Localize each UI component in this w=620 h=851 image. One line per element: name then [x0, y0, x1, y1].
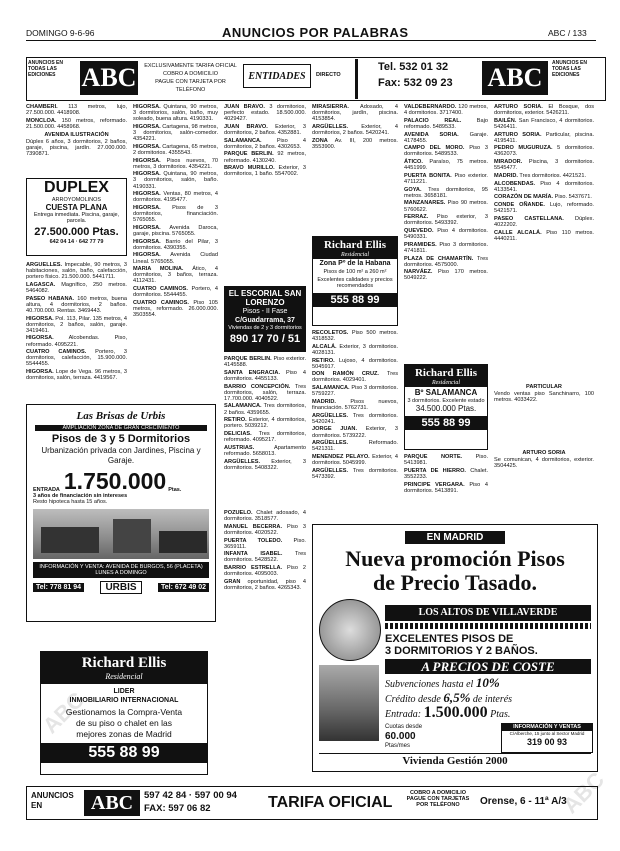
ellis-sub: Residencial	[405, 379, 487, 387]
list-item: BAILÉN. San Francisco, 4 dormitorios. 5426411.	[494, 117, 594, 130]
soria-block	[494, 448, 594, 504]
villaverde-photo	[319, 665, 379, 741]
list-item: HIGORSA. Pisos nuevos, 70 metros, 3 dormitorios. 4354221.	[133, 157, 218, 170]
villaverde-coste: A PRECIOS DE COSTE	[385, 659, 591, 674]
list-item: HIGORSA. Cartagena, 65 metros, 2 dormitorios. 4355543.	[133, 143, 218, 156]
list-item: RETIRO. Lujoso, 4 dormitorios. 5045917.	[312, 357, 398, 370]
escorial-ad	[224, 286, 306, 352]
list-item: MIRASIERRA. Adosado, 4 dormitorios, jardín, piscina. 4153854.	[312, 104, 398, 123]
list-item: JORGE JUAN. Exterior, 3 dormitorios. 5739222.	[312, 426, 398, 439]
villaverde-entrada	[385, 705, 591, 723]
list-item: BRAVO MURILLO. Exterior, 3 dormitorios, 1 baño. 5547002.	[224, 165, 306, 178]
villaverde-info-box	[501, 723, 593, 753]
list-item: PUERTA BONITA. Piso exterior. 4711221.	[404, 172, 488, 185]
footer-abc-logo: ABC	[84, 790, 140, 816]
list-item: HIGORSA. Pisos de 3 dormitorios, financiación. 5765055.	[133, 204, 218, 224]
column-1-list	[26, 262, 127, 398]
list-item: DON RAMÓN CRUZ. Tres dormitorios. 4029401.	[312, 371, 398, 384]
list-item: HIGORSA. Pol. 113, Pilar. 135 metros, 4 dormitorios, 2 baños, salón, garaje. 3419461.	[26, 315, 127, 334]
ad-small-label: DIRECTO	[316, 72, 341, 78]
list-item: ALCOBENDAS. Piso 4 dormitorios. 4133541.	[494, 180, 594, 193]
urbis-price: 1.750.000	[63, 468, 167, 495]
column-3-top	[224, 104, 306, 284]
list-item: CHAMBERI. 113 metros, lujo, 27.500.000. 4418908.	[26, 104, 127, 117]
urbis-logo: URBIS	[100, 581, 141, 594]
ellis-big-sub: Residencial	[41, 672, 207, 684]
escorial-title: EL ESCORIAL SAN LORENZO	[228, 289, 302, 307]
list-item: CUATRO CAMINOS. Portero, 3 dormitorios, calefacción, 15.900.000. 5544455.	[26, 349, 127, 368]
urbis-brand: Las Brisas de Urbis	[76, 410, 166, 422]
villaverde-credito	[385, 691, 591, 706]
villaverde-entrada-value: 1.500.000	[423, 704, 488, 721]
duplex-detail: Entrega inmediata. Piscina, garaje, parcela.	[33, 212, 120, 225]
escorial-phone: 890 17 70 / 51	[229, 333, 301, 345]
list-item: RECOLETOS. Piso 500 metros. 4318532.	[312, 330, 398, 343]
list-item: ARGÜELLES. Tres dormitorios. 5420241.	[312, 412, 398, 425]
villaverde-tag: EN MADRID	[405, 531, 505, 544]
building-shape	[41, 527, 99, 553]
urbis-entrada: ENTRADA	[33, 487, 60, 493]
column-5-top	[404, 104, 488, 362]
villaverde-info-phone: 319 00 93	[526, 737, 568, 747]
list-item: FERRAZ. Piso exterior, 3 dormitorios. 5493392.	[404, 214, 488, 227]
list-item: CUATRO CAMINOS. Piso 105 metros, reformado. 26.000.000. 3503554.	[133, 299, 218, 319]
watermark: ABC	[557, 766, 610, 819]
list-item: ARGÜELLES. Impecable, 90 metros, 3 habitaciones, salón, baño, calefacción, portero físico. 21.500.000. 5441711.	[26, 262, 127, 281]
list-item: ARGÜELLES. Reformado. 5421311.	[312, 440, 398, 453]
header-rule	[26, 40, 596, 41]
villaverde-headline	[385, 633, 591, 657]
villaverde-gestion: Vivienda Gestión 2000	[319, 753, 591, 768]
column-6-top	[494, 104, 594, 376]
villaverde-credito-value: 6,5%	[443, 690, 471, 705]
list-item: ARTURO SORIA. Particular, piscina. 4195411.	[494, 131, 594, 144]
villaverde-ad	[312, 524, 598, 772]
villaverde-cuota	[385, 723, 475, 750]
ellis-big-line2: INMOBILIARIO INTERNACIONAL	[69, 697, 179, 704]
list-item: GRAN oportunidad, piso 4 dormitorios, 2 baños. 4265343.	[224, 578, 306, 591]
villaverde-sub-label: Subvenciones hasta el	[385, 679, 474, 690]
ad-editions-left: ANUNCIOS EN TODAS LAS EDICIONES	[28, 60, 64, 78]
ellis-big-ad	[37, 651, 208, 775]
watermark: ABC	[37, 686, 90, 739]
ellis-big-phone: 555 88 99	[41, 743, 207, 763]
column-3-bottom	[224, 510, 306, 690]
column-2	[133, 104, 218, 398]
villaverde-title2: de Precio Tasado.	[372, 570, 537, 595]
cobro-line: COBRO A DOMICILIO	[162, 71, 218, 77]
list-item: SANTA ENGRACIA. Piso 4 dormitorios. 4455133.	[224, 369, 306, 382]
list-item: MONCLOA. 150 metros, reformado. 21.500.000. 4458968.	[26, 117, 127, 130]
column-4-list	[312, 330, 398, 526]
ellis-big-line1: LIDER	[113, 688, 135, 695]
list-item: CORAZÓN DE MARÍA. Piso. 5437671.	[494, 194, 592, 201]
list-item: AVENIDA SORIA. Garaje. 4178455.	[404, 131, 488, 144]
list-item: HIGORSA. Barrio del Pilar, 3 dormitorios. 4390355.	[133, 238, 218, 251]
urbis-title1: Pisos de 3 y 5 Dormitorios	[51, 433, 191, 446]
list-item: PASEO CASTELLANA. Dúplex. 4022202.	[494, 215, 594, 228]
ellis-detail: 3 dormitorios. Excelente estado	[407, 398, 485, 404]
footer-anuncios: ANUNCIOS EN	[31, 791, 74, 810]
footer-pague-line: PAGUE CON TARJETAS	[406, 796, 470, 803]
ellis-zone: Zona Pº de la Habana	[319, 260, 391, 267]
list-item: HIGORSA. Lope de Vega. 96 metros, 3 dormitorios, salón, terraza. 4419567.	[26, 369, 127, 382]
villaverde-headline1: EXCELENTES PISOS DE	[385, 633, 514, 645]
column-4-top	[312, 104, 398, 230]
list-item: HIGORSA. Quintana, 90 metros, 3 dormitorios, salón, baño, muy soleado, buena altura. 4190331.	[133, 104, 218, 123]
list-item: ÁTICO. Paraíso, 75 metros. 4451999.	[404, 159, 488, 172]
villaverde-title1: Nueva promoción Pisos	[345, 546, 565, 571]
list-item: PARQUE BERLIN. 92 metros, reformado. 4130240.	[224, 151, 306, 164]
villaverde-cuota-pts: Ptas/mes	[385, 743, 411, 749]
ellis-phone: 555 88 99	[313, 293, 397, 307]
footer-tel2-line: POR TELÉFONO	[416, 802, 460, 809]
list-item: Se comunican, 4 dormitorios, exterior. 3504425.	[494, 457, 594, 470]
list-item: Vendo ventas piso Sanchinarro, 100 metros. 4033422.	[494, 391, 594, 404]
tarifa-text	[143, 62, 238, 94]
list-item: PARQUE NORTE. Piso. 5413981.	[404, 454, 488, 467]
escorial-address: C/Guadarrama, 37	[235, 317, 295, 324]
list-item: RETIRO. Exterior, 4 dormitorios, portero. 5039212.	[224, 417, 306, 430]
list-item: ARTURO SORIA. El Bosque, dos dormitorios, exterior. 5426211.	[494, 104, 594, 117]
list-item: HIGORSA. Avenida Ciudad Lineal. 5765055.	[133, 252, 218, 265]
column-1-top	[26, 104, 127, 176]
entidades-logo: ENTIDADES	[243, 64, 311, 88]
list-item: CONDE OÑANDE. Lujo, reformado. 5421571.	[494, 202, 594, 215]
footer-cobro-line: COBRO A DOMICILIO	[409, 790, 467, 796]
villaverde-sub-value: 10%	[475, 675, 500, 690]
list-item: PARQUE BERLIN. Piso exterior. 4145588.	[224, 356, 306, 369]
list-item: ARGÜELLES. Exterior, 3 dormitorios. 5408322.	[224, 458, 306, 471]
abc-logo-right: ABC	[482, 61, 548, 95]
ellis-detail2: Excelentes calidades y precios recomendados	[317, 277, 393, 290]
duplex-sub: ARROYOMOLINOS	[51, 197, 102, 203]
list-item: PUERTA DE HIERRO. Chalet. 3552233.	[404, 467, 488, 480]
villaverde-info-title: INFORMACIÓN Y VENTAS	[502, 724, 592, 731]
list-item: PIRAMIDES. Piso 3 dormitorios. 4741811.	[404, 241, 488, 254]
page-number: ABC / 133	[548, 28, 587, 38]
urbis-cuota: 3 años de financiación sin intereses	[33, 493, 128, 500]
duplex-title: DUPLEX	[44, 179, 109, 196]
pague-line: PAGUE CON TARJETA POR TELÉFONO	[155, 79, 226, 93]
list-item: MADRID. Pisos nuevos, financiación. 5762731.	[312, 398, 398, 411]
list-item: PUERTA TOLEDO. Piso. 3659111.	[224, 537, 306, 550]
page-date: DOMINGO 9-6-96	[26, 28, 95, 38]
list-item: ALCALÁ. Exterior, 3 dormitorios. 4028131.	[312, 343, 398, 356]
urbis-footer	[27, 578, 215, 594]
top-tel: Tel. 532 01 32	[378, 61, 449, 73]
ad-editions-right: ANUNCIOS EN TODAS LAS EDICIONES	[552, 60, 588, 78]
list-item: POZUELO. Chalet adosado, 4 dormitorios. 3518577.	[224, 510, 306, 523]
list-item: CAMPO DEL MORO. Piso 3 dormitorios. 5489533.	[404, 145, 488, 158]
ellis-price: 34.500.000 Ptas.	[415, 404, 477, 414]
list-item: HIGORSA. Alcobendas. Piso, reformado. 4095221.	[26, 335, 127, 348]
building-shape	[113, 519, 151, 553]
villaverde-seal	[319, 599, 381, 661]
list-item: JUAN BRAVO. Exterior, 3 dormitorios, 2 baños. 4352881.	[224, 123, 306, 136]
list-item: SALAMANCA. Piso 3 dormitorios. 5759227.	[312, 385, 398, 398]
list-heading: PARTICULAR	[526, 384, 562, 390]
urbis-pts: Ptas.	[168, 487, 182, 493]
list-item: MANUEL BECERRA. Piso 3 dormitorios. 4020522.	[224, 523, 306, 536]
urbis-price-row	[27, 469, 215, 493]
list-item: HIGORSA. Avenida Daroca, garaje, piscina. 5765055.	[133, 224, 218, 237]
list-item: SALAMANCA. Tres dormitorios, 2 baños. 4359655.	[224, 403, 306, 416]
list-item: MARIA MOLINA. Ático, 4 dormitorios, 3 baños, terraza. 4112431.	[133, 266, 218, 285]
list-item: PASEO HABANA. 160 metros, buena altura, 4 dormitorios, 2 baños. 40.700.000. Rentas. 3469443.	[26, 295, 127, 314]
ellis-big-line4: de su piso o chalet en las	[76, 718, 172, 728]
ellis-detail: Pisos de 100 m² a 260 m²	[323, 269, 387, 275]
villaverde-altos: LOS ALTOS DE VILLAVERDE	[385, 605, 591, 621]
list-item: LAGASCA. Magnífico, 250 metros. 5464082.	[26, 281, 127, 294]
list-item: ARGÜELLES. Exterior, 4 dormitorios, 2 baños. 5420241.	[312, 123, 398, 136]
list-item: CUATRO CAMINOS. Portero, 4 dormitorios. 5544455.	[133, 286, 218, 299]
urbis-hipoteca: Resto hipoteca hasta 15 años.	[33, 499, 108, 506]
villaverde-entrada-label: Entrada:	[385, 709, 422, 720]
ellis-big-title: Richard Ellis	[41, 652, 207, 672]
list-item: BARRIO CONCEPCIÓN. Tres dormitorios, salón, terraza. 17.700.000. 4040522.	[224, 383, 306, 402]
ellis-ad-col5	[404, 364, 488, 450]
urbis-photo	[33, 509, 209, 559]
section-title: ANUNCIOS POR PALABRAS	[222, 25, 409, 40]
villaverde-cuota-value: 60.000	[385, 731, 416, 742]
villaverde-info-address: C/Alberche, 15 junto al Sector Madrid	[509, 731, 585, 736]
ellis-ad-col4	[312, 236, 398, 326]
urbis-title2: Urbanización privada con Jardines, Piscina y Garaje.	[41, 446, 201, 466]
list-item: CALLE ALCALÁ. Piso 110 metros. 4440211.	[494, 229, 594, 242]
list-item: INFANTA ISABEL. Tres dormitorios. 5428522.	[224, 551, 306, 564]
urbis-phone1: Tel: 778 81 94	[33, 583, 84, 592]
ellis-big-line3: Gestionamos la Compra-Venta	[65, 707, 183, 717]
ellis-big-line5: mejores zonas de Madrid	[76, 729, 172, 739]
column-5-bottom	[404, 454, 488, 508]
list-item: HIGORSA. Quintana, 90 metros, 3 dormitorios, salón, baño. 4190331.	[133, 171, 218, 190]
list-item: PLAZA DE CHAMARTÍN. Tres dormitorios. 4575000.	[404, 255, 488, 268]
abc-logo: ABC	[80, 61, 138, 95]
footer-fax: FAX: 597 06 82	[144, 803, 211, 814]
building-shape	[159, 531, 207, 553]
ellis-zone: Bº SALAMANCA	[414, 388, 478, 397]
tarifa-line: EXCLUSIVAMENTE TARIFA OFICIAL	[144, 63, 237, 69]
urbis-phone2: Tel: 672 49 02	[158, 583, 209, 592]
list-heading: AVENIDA ILUSTRACIÓN	[44, 131, 109, 138]
list-item: ARGÜELLES. Tres dormitorios. 5473392.	[312, 467, 398, 480]
column-3-mid	[224, 356, 306, 508]
list-item: MADRID. Tres dormitorios. 4421521.	[494, 172, 587, 179]
list-item: MIRADOR. Piscina, 3 dormitorios. 5545477.	[494, 159, 594, 172]
urbis-banner: AMPLIACIÓN ZONA DE GRAN CRECIMIENTO	[35, 425, 207, 431]
footer-tel: 597 42 84 · 597 00 94	[144, 790, 237, 801]
ellis-phone: 555 88 99	[405, 416, 487, 430]
list-item: GOYA. Tres dormitorios, 95 metros. 3658181.	[404, 186, 488, 199]
list-item: PEDRO MUGURUZA. 5 dormitorios. 4362073.	[494, 145, 594, 158]
list-item: AUSTRIAS. Apartamento reformado. 5658013.	[224, 444, 306, 457]
list-item: DELICIAS. Tres dormitorios, reformado. 4095217.	[224, 431, 306, 444]
urbis-info: INFORMACIÓN Y VENTA: AVENIDA DE BURGOS, 56 (PLACETA) LUNES A DOMINGO	[33, 562, 209, 578]
list-item: HIGORSA. Ventas, 80 metros, 4 dormitorios. 4195477.	[133, 191, 218, 204]
list-item: QUEVEDO. Piso 4 dormitorios. 5490331.	[404, 228, 488, 241]
list-heading: ARTURO SORIA	[522, 450, 566, 456]
urbis-ad	[26, 404, 216, 622]
duplex-ad	[26, 178, 127, 256]
villaverde-sub	[385, 676, 591, 691]
list-item: MANZANARES. Piso 90 metros. 5760622.	[404, 200, 488, 213]
footer-tarifa: TARIFA OFICIAL	[268, 794, 393, 811]
ellis-title: Richard Ellis	[313, 237, 397, 251]
list-item: SALAMANCA. Piso 4 dormitorios, 2 baños. 4302653.	[224, 137, 306, 150]
ellis-title: Richard Ellis	[405, 365, 487, 379]
list-item: NARVÁEZ. Piso 170 metros. 5049222.	[404, 269, 488, 282]
list-item: JUAN BRAVO. 3 dormitorios, perfecto estado. 18.500.000. 4029427.	[224, 104, 306, 123]
footer-cobro	[398, 790, 478, 809]
villaverde-headline2: 3 DORMITORIOS Y 2 BAÑOS.	[385, 645, 538, 657]
list-item: PALACIO REAL. Bajo reformado. 5489533.	[404, 117, 488, 130]
escorial-detail: Viviendas de 2 y 3 dormitorios	[228, 325, 302, 331]
villaverde-cuota-label: Cuotas desde	[385, 724, 423, 730]
ellis-sub: Residencial	[313, 251, 397, 259]
list-item: PRINCIPE VERGARA. Piso 4 dormitorios. 5413891.	[404, 481, 488, 494]
footer-address: Orense, 6 - 11ª A/3	[480, 796, 567, 807]
list-item: MENENDEZ PELAYO. Exterior, 4 dormitorios. 5045999.	[312, 454, 398, 467]
list-item: Dúplex 6 años, 3 dormitorios, 2 baños, garaje, piscina, jardín. 27.000.000. 7390871.	[26, 139, 127, 158]
villaverde-entrada-pts: Ptas.	[490, 709, 511, 720]
list-item: VALDEBERNARDO. 120 metros, 4 dormitorios. 3717400.	[404, 104, 488, 117]
list-item: ZONA Av. III, 200 metros. 3553900.	[312, 137, 398, 150]
list-item: BARRIO ESTRELLA. Piso 2 dormitorios. 4095003.	[224, 565, 306, 578]
villaverde-credito-label: Crédito desde	[385, 694, 441, 705]
particular-block	[494, 382, 594, 438]
villaverde-credito-suffix: de interés	[472, 694, 513, 705]
villaverde-pattern	[385, 623, 591, 629]
divider	[355, 59, 358, 99]
duplex-place: CUESTA PLANA	[45, 203, 108, 213]
escorial-sub: Pisos - II Fase	[242, 308, 288, 315]
list-item: HIGORSA. Cartagena, 98 metros, 3 dormitorios, salón-comedor. 4354221.	[133, 123, 218, 143]
top-fax: Fax: 532 09 23	[378, 77, 453, 89]
duplex-phone: 642 04 14 · 642 77 79	[49, 238, 104, 245]
duplex-price: 27.500.000 Ptas.	[34, 225, 119, 238]
